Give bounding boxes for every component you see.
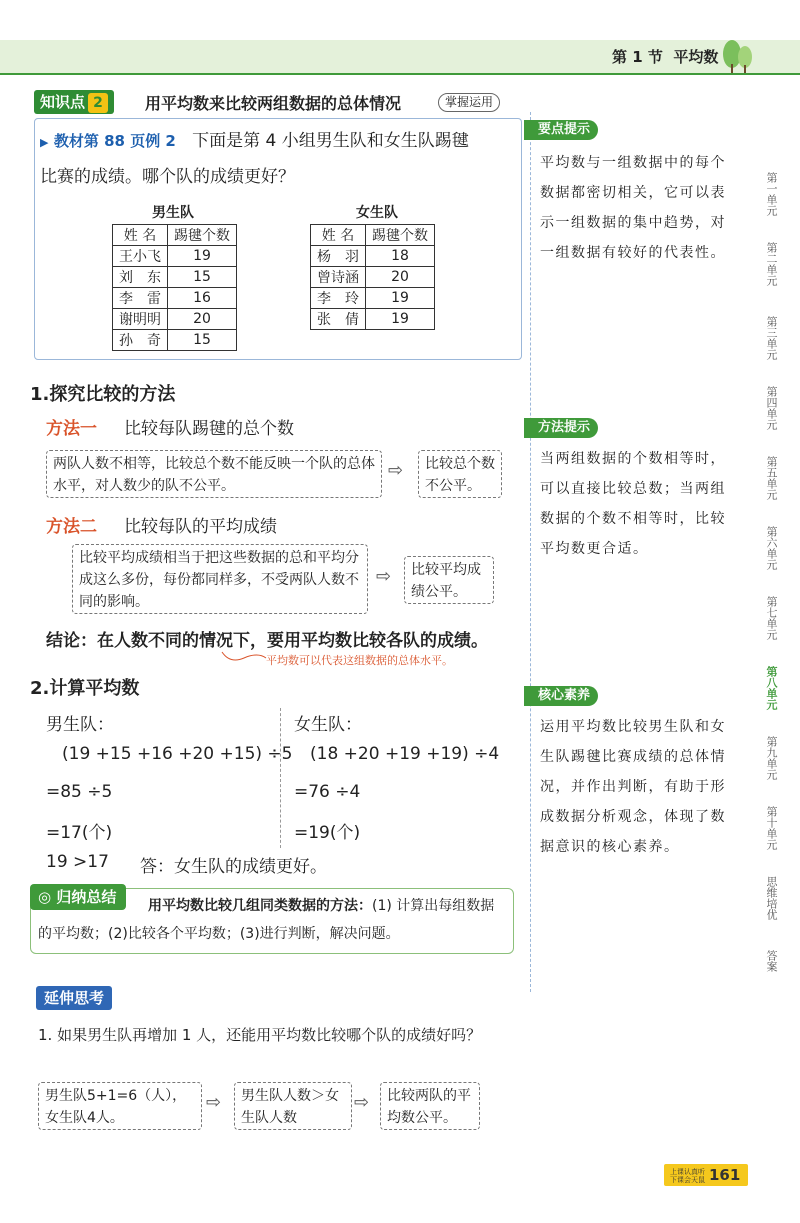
- table-cell: 20: [168, 309, 237, 330]
- table-row: [113, 246, 237, 267]
- tab-unit-1[interactable]: 第一单元: [765, 172, 778, 216]
- core-literacy-label: 核心素养: [524, 686, 598, 706]
- table-cell: 15: [168, 267, 237, 288]
- method1-label: 方法一: [46, 419, 97, 439]
- table-header-row: [113, 225, 237, 246]
- conclusion: 结论：在人数不同的情况下，要用平均数比较各队的成绩。: [46, 631, 488, 651]
- tab-unit-10[interactable]: 第十单元: [765, 806, 778, 850]
- arrow-icon: ⇨: [388, 460, 404, 481]
- calc-divider: [280, 708, 281, 848]
- boys-calc-line1: (19 +15 +16 +20 +15) ÷5: [62, 744, 293, 764]
- extension-step2: 男生队人数＞女生队人数: [234, 1082, 352, 1130]
- table-row: [113, 330, 237, 351]
- triangle-icon: ▶: [40, 136, 49, 149]
- table-header-cell: 踢毽个数: [366, 225, 435, 246]
- tab-unit-9[interactable]: 第九单元: [765, 736, 778, 780]
- table-row: [113, 288, 237, 309]
- extension-step1: 男生队5+1=6（人），女生队4人。: [38, 1082, 202, 1130]
- table-header-cell: 姓 名: [311, 225, 366, 246]
- tab-unit-7[interactable]: 第七单元: [765, 596, 778, 640]
- tree-icon: [718, 34, 758, 74]
- knowledge-point-title: 用平均数来比较两组数据的总体情况: [145, 94, 402, 113]
- arrow-icon: ⇨: [206, 1092, 222, 1113]
- girls-calc-line1: (18 +20 +19 +19) ÷4: [310, 744, 500, 764]
- tab-unit-5[interactable]: 第五单元: [765, 456, 778, 500]
- extension-step3: 比较两队的平均数公平。: [380, 1082, 480, 1130]
- method1-reason: 两队人数不相等，比较总个数不能反映一个队的总体水平，对人数少的队不公平。: [46, 450, 382, 498]
- knowledge-point-badge: 知识点 2: [34, 90, 114, 114]
- method1-desc: 比较每队踢毽的总个数: [124, 419, 294, 439]
- textbook-ref: 教材第 88 页例 2: [53, 132, 176, 150]
- girls-calc-line3: =19(个): [294, 823, 361, 843]
- method-tip-text: 当两组数据的个数相等时，可以直接比较总数；当两组数据的个数不相等时，比较平均数更合适。: [540, 451, 726, 557]
- method2-desc: 比较每队的平均成绩: [124, 517, 277, 537]
- table-row: [311, 246, 435, 267]
- tab-unit-4[interactable]: 第四单元: [765, 386, 778, 430]
- table-cell: 李 雷: [113, 288, 168, 309]
- page-title: 第 1 节 平均数: [612, 48, 719, 66]
- table-cell: 张 倩: [311, 309, 366, 330]
- girls-label: 女生队：: [294, 715, 362, 735]
- table-cell: 15: [168, 330, 237, 351]
- method1-result: 比较总个数不公平。: [418, 450, 502, 498]
- method2-reason: 比较平均成绩相当于把这些数据的总和平均分成这么多份，每份都同样多，不受两队人数不同的影响。: [72, 544, 368, 614]
- boys-table-title: 男生队: [152, 205, 194, 221]
- extension-label: 延伸思考: [36, 986, 112, 1010]
- target-icon: ◎: [38, 888, 52, 906]
- table-cell: 19: [366, 288, 435, 309]
- key-points-label: 要点提示: [524, 120, 598, 140]
- tab-enrichment[interactable]: 思维培优: [765, 876, 778, 920]
- page-number: 上课认真听 下课会天鼠 161: [664, 1164, 748, 1186]
- table-header-cell: 踢毽个数: [168, 225, 237, 246]
- table-row: [311, 288, 435, 309]
- table-cell: 谢明明: [113, 309, 168, 330]
- mastery-tag: 掌握运用: [438, 93, 500, 112]
- table-row: [311, 309, 435, 330]
- conclusion-note: 平均数可以代表这组数据的总体水平。: [266, 654, 453, 667]
- tab-unit-3[interactable]: 第三单元: [765, 316, 778, 360]
- girls-score-table: [310, 224, 435, 330]
- table-cell: 19: [168, 246, 237, 267]
- boys-calc-line2: =85 ÷5: [46, 782, 113, 802]
- boys-calc-line3: =17(个): [46, 823, 113, 843]
- table-cell: 19: [366, 309, 435, 330]
- summary-text: 用平均数比较几组同类数据的方法：(1) 计算出每组数据的平均数；(2)比较各个平均数；(3)进行判断，解决问题。: [38, 898, 495, 942]
- table-row: [311, 267, 435, 288]
- table-row: [113, 267, 237, 288]
- table-header-cell: 姓 名: [113, 225, 168, 246]
- key-points-text: 平均数与一组数据中的每个数据都密切相关，它可以表示一组数据的集中趋势，对一组数据有较好的代表性。: [540, 155, 726, 261]
- curved-arrow-icon: [220, 650, 268, 664]
- boys-label: 男生队：: [46, 715, 114, 735]
- method-tip-label: 方法提示: [524, 418, 598, 438]
- table-cell: 杨 羽: [311, 246, 366, 267]
- header-line: [0, 73, 800, 75]
- sidebar-divider: [530, 112, 531, 992]
- method2-result: 比较平均成绩公平。: [404, 556, 494, 604]
- summary-label: ◎ 归纳总结: [30, 884, 126, 910]
- table-cell: 刘 东: [113, 267, 168, 288]
- boys-score-table: [112, 224, 237, 351]
- answer: 答：女生队的成绩更好。: [140, 857, 327, 877]
- method2-label: 方法二: [46, 517, 97, 537]
- table-cell: 20: [366, 267, 435, 288]
- section1-title: 1.探究比较的方法: [30, 384, 176, 405]
- table-cell: 曾诗涵: [311, 267, 366, 288]
- arrow-icon: ⇨: [354, 1092, 370, 1113]
- table-row: [113, 309, 237, 330]
- girls-calc-line2: =76 ÷4: [294, 782, 361, 802]
- table-header-row: [311, 225, 435, 246]
- girls-table-title: 女生队: [356, 205, 398, 221]
- compare: 19 >17: [46, 852, 109, 872]
- table-cell: 18: [366, 246, 435, 267]
- table-cell: 王小飞: [113, 246, 168, 267]
- tab-answers[interactable]: 答案: [765, 950, 778, 972]
- tab-unit-6[interactable]: 第六单元: [765, 526, 778, 570]
- extension-question: 1. 如果男生队再增加 1 人，还能用平均数比较哪个队的成绩好吗？: [38, 1026, 482, 1044]
- arrow-icon: ⇨: [376, 566, 392, 587]
- core-literacy-text: 运用平均数比较男生队和女生队踢毽比赛成绩的总体情况，并作出判断，有助于形成数据分析观念，体现了数据意识的核心素养。: [540, 719, 726, 855]
- section2-title: 2.计算平均数: [30, 678, 140, 699]
- tab-unit-2[interactable]: 第二单元: [765, 242, 778, 286]
- example-text: ▶ 教材第 88 页例 2 下面是第 4 小组男生队和女生队踢毽 比赛的成绩。哪个队的成绩更好？: [40, 131, 469, 187]
- table-cell: 李 玲: [311, 288, 366, 309]
- table-cell: 孙 奇: [113, 330, 168, 351]
- tab-unit-8[interactable]: 第八单元: [765, 666, 778, 710]
- table-cell: 16: [168, 288, 237, 309]
